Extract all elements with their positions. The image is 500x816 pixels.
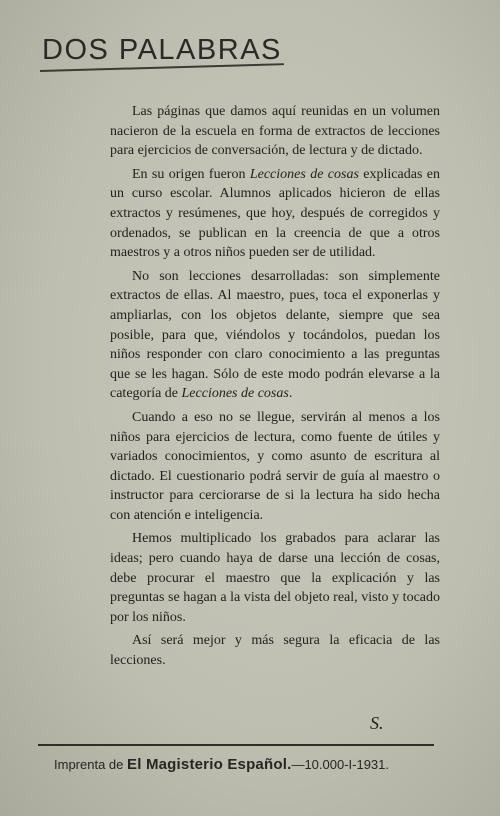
paragraph-text: Cuando a eso no se llegue, servirán al menos a los niños para ejercicios de lectura, como fuente de útiles y variados conocimientos, y como asunto de escritura al dictado. El cuestionario podrá servir de guía al maestro o instructor para cerciorarse de si la lectura ha sido hecha con atención e inteligencia. <box>110 409 440 523</box>
paragraph-text: explicadas en un curso escolar. Alumnos aplicados hicieron de ellas extractos y resúmenes, que hoy, después de corregidos y ordenados, se publican en la creencia de que a otros maestros y a otros niños pueden ser de utilidad. <box>110 166 440 261</box>
paragraph-text: En su origen fueron <box>132 166 250 182</box>
paragraph-text: Así será mejor y más segura la eficacia de las lecciones. <box>110 633 440 669</box>
signature: S. <box>370 713 384 733</box>
paragraph <box>110 631 440 670</box>
paragraph <box>110 102 440 161</box>
paragraph-text: . <box>288 386 293 402</box>
footer-rule <box>38 744 434 746</box>
page-title: DOS PALABRAS <box>42 34 282 66</box>
imprint-suffix: —10.000-I-1931. <box>291 757 390 772</box>
paragraph-text: No son lecciones desarrolladas: son simplemente extractos de ellas. Al maestro, pues, toca el exponerlas y ampliarlas, con los objetos delante, siempre que sea posible, para que, viéndolos y tocándolos, puedan los niños responder con claro conocimiento a las preguntas que se les hagan. Sólo de este modo podrán elevarse a la categoría de <box>110 268 440 402</box>
paragraph-text: Hemos multiplicado los grabados para aclarar las ideas; pero cuando haya de darse una lección de cosas, debe procurar el maestro que la explicación y las preguntas se hagan a la vista del objeto real, visto y tocado por los niños. <box>110 531 440 625</box>
italic-term: Lecciones de cosas <box>249 166 359 182</box>
printer-imprint <box>54 756 434 773</box>
imprint-publisher: El Magisterio Español. <box>127 756 292 773</box>
paragraph <box>110 529 440 627</box>
imprint-prefix: Imprenta de <box>54 757 127 772</box>
paragraph <box>110 165 440 263</box>
paragraph <box>110 267 440 404</box>
paragraph-text: Las páginas que damos aquí reunidas en un volumen nacieron de la escuela en forma de extractos de lecciones para ejercicios de conversación, de lectura y de dictado. <box>110 104 440 159</box>
preface-body <box>110 102 440 675</box>
paragraph <box>110 408 440 526</box>
italic-term: Lecciones de cosas <box>181 386 289 402</box>
